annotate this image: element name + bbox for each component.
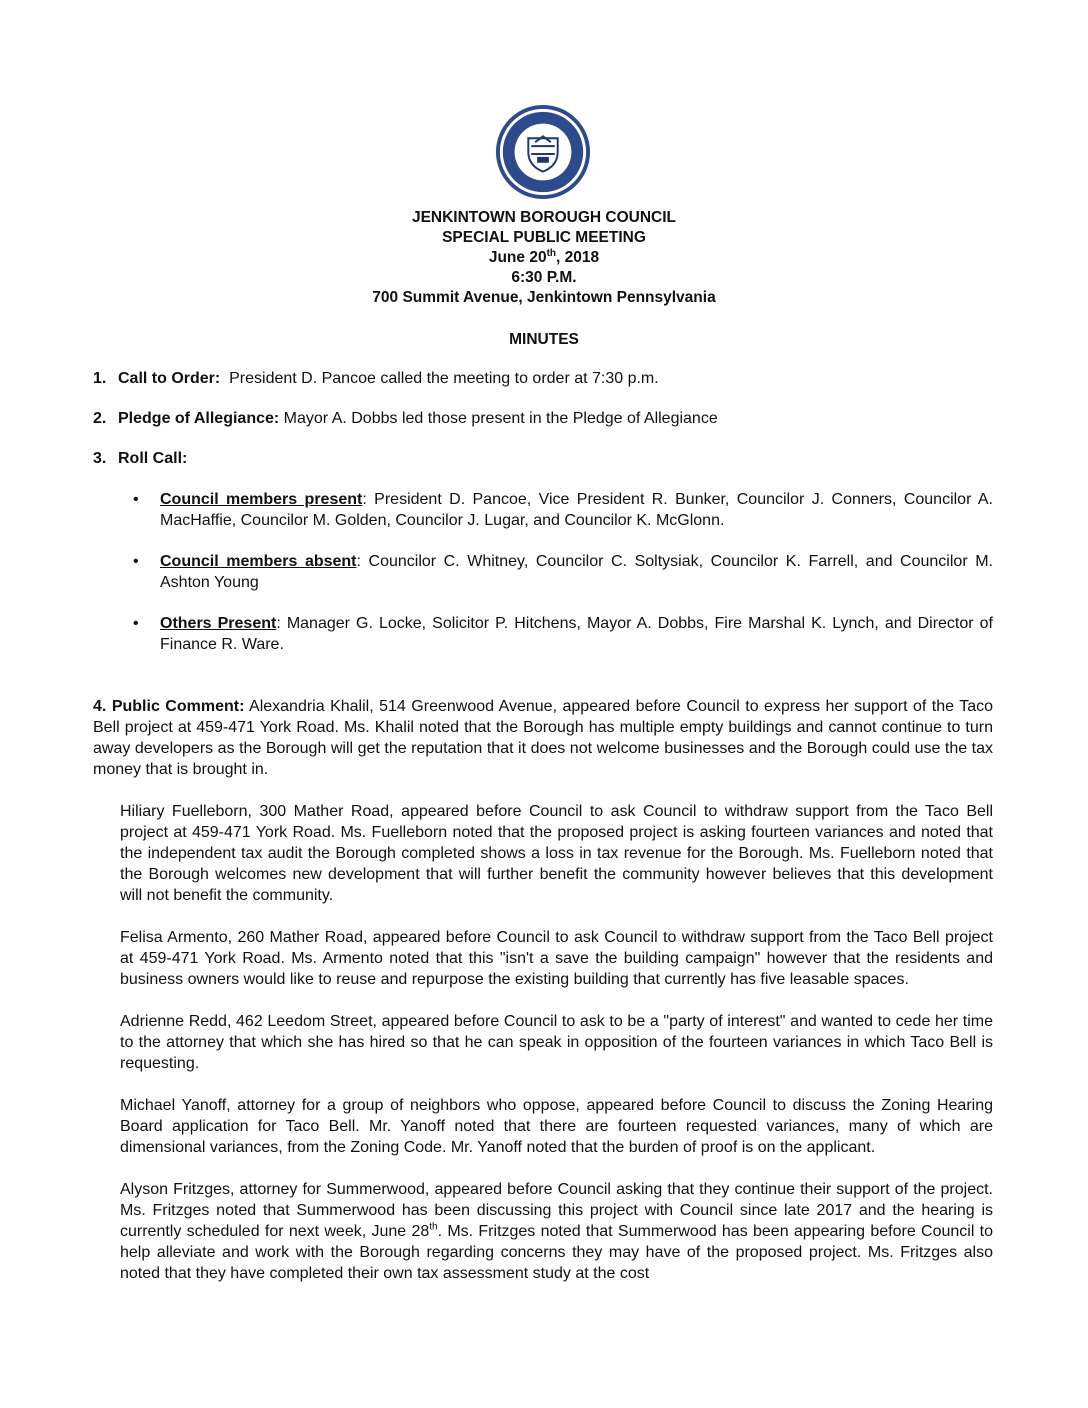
meeting-type: SPECIAL PUBLIC MEETING <box>442 229 646 246</box>
bullet-icon: • <box>133 553 139 570</box>
meeting-header <box>0 208 1088 350</box>
meeting-time: 6:30 P.M. <box>511 269 577 286</box>
comment-paragraph: Adrienne Redd, 462 Leedom Street, appeared before Council to ask to be a "party of interest" and wanted to cede her time to the attorney that which she has hired so that he can speak in opposition of the fourteen variances in which Taco Bell is requesting. <box>120 1013 993 1072</box>
item-roll-call: 3. Roll Call: <box>93 450 188 467</box>
item-label: Pledge of Allegiance: <box>118 410 280 427</box>
item-label: Call to Order: <box>118 370 221 387</box>
roll-call-list <box>93 489 993 655</box>
item-pledge: 2. Pledge of Allegiance: Mayor A. Dobbs led those present in the Pledge of Allegiance <box>93 410 718 427</box>
comment-paragraph: Alyson Fritzges, attorney for Summerwood, appeared before Council asking that they continue their support of the project. Ms. Fritzges noted that Summerwood has been discussing this project with Council since late 2017 and the hearing is currently scheduled for next week, June 28th. Ms. Fritzges noted that Summerwood has been appearing before Council to help alleviate and work with the Borough regarding concerns they may have of the proposed project. Ms. Fritzges also noted that they have completed their own tax assessment study at the cost <box>120 1181 994 1282</box>
comment-paragraph: Hiliary Fuelleborn, 300 Mather Road, appeared before Council to ask Council to withdraw support from the Taco Bell project at 459-471 York Road. Ms. Fuelleborn noted that the proposed project is asking fourteen variances and noted that the independent tax audit the Borough completed shows a loss in tax revenue for the Borough. Ms. Fuelleborn noted that the Borough welcomes new development that will further benefit the community however believes that this development will not benefit the community. <box>120 803 993 904</box>
bullet-icon: • <box>133 491 139 508</box>
meeting-address: 700 Summit Avenue, Jenkintown Pennsylvania <box>372 289 716 306</box>
list-item: • Council members absent: Councilor C. Whitney, Councilor C. Soltysiak, Councilor K. Farrell, and Councilor M. Ashton Young <box>133 553 993 591</box>
item-public-comment: 4. Public Comment: Alexandria Khalil, 514 Greenwood Avenue, appeared before Council to express her support of the Taco Bell project at 459-471 York Road. Ms. Khalil noted that the Borough has multiple empty buildings and cannot continue to turn away developers as the Borough will get the reputation that it does not welcome businesses and the Borough could use the tax money that is brought in. <box>93 698 994 778</box>
bullet-icon: • <box>133 615 139 632</box>
item-call-to-order: 1. Call to Order: President D. Pancoe called the meeting to order at 7:30 p.m. <box>93 370 659 387</box>
borough-seal-icon <box>494 103 592 201</box>
list-item: • Council members present: President D. Pancoe, Vice President R. Bunker, Councilor J. Conners, Councilor A. MacHaffie, Councilor M. Golden, Councilor J. Lugar, and Councilor K. McGlonn. <box>133 491 994 529</box>
minutes-title: MINUTES <box>509 331 579 348</box>
item-label: Roll Call: <box>118 450 188 467</box>
council-name: JENKINTOWN BOROUGH COUNCIL <box>411 209 677 226</box>
minutes-body <box>93 368 993 1284</box>
item-label: Public Comment: <box>111 698 245 715</box>
meeting-date: June 20th, 2018 <box>488 247 600 266</box>
list-item: • Others Present: Manager G. Locke, Solicitor P. Hitchens, Mayor A. Dobbs, Fire Marshal K. Lynch, and Director of Finance R. Ware. <box>133 615 993 653</box>
comment-paragraph: Felisa Armento, 260 Mather Road, appeared before Council to ask Council to withdraw support from the Taco Bell project at 459-471 York Road. Ms. Armento noted that this "isn't a save the building campaign" however that the residents and business owners would like to reuse and repurpose the existing building that currently has five leasable spaces. <box>120 929 993 988</box>
comment-paragraph: Michael Yanoff, attorney for a group of neighbors who oppose, appeared before Council to discuss the Zoning Hearing Board application for Taco Bell. Mr. Yanoff noted that there are fourteen requested variances, many of which are dimensional variances, from the Zoning Code. Mr. Yanoff noted that the burden of proof is on the applicant. <box>120 1097 993 1156</box>
